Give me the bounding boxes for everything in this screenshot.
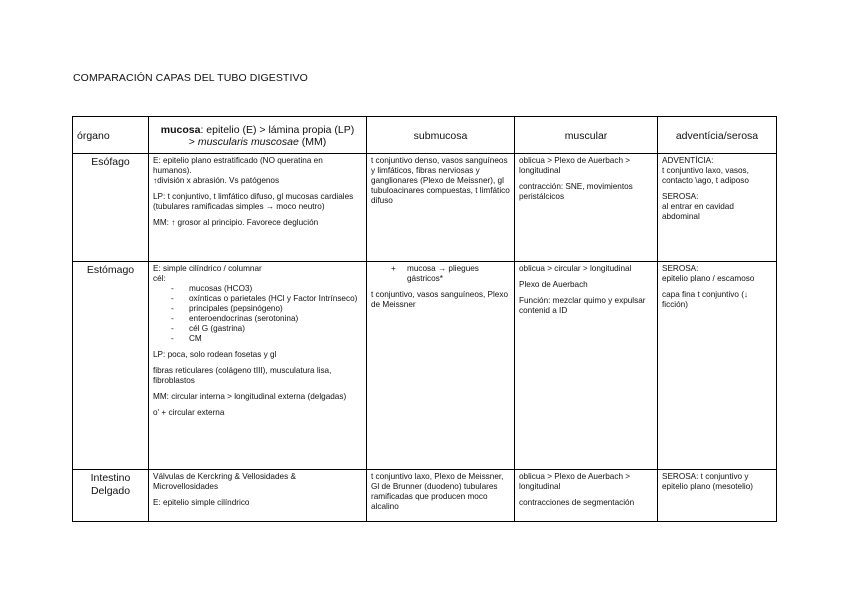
cell-esofago-submucosa <box>367 154 515 262</box>
cell-intestino-mucosa <box>149 470 367 522</box>
cell-intestino-submucosa <box>367 470 515 522</box>
list-item: - CM <box>171 334 362 344</box>
list-item: - principales (pepsinógeno) <box>171 304 362 314</box>
cell-esofago-mucosa <box>149 154 367 262</box>
esofago-mucosa-lp: LP: t conjuntivo, t limfático difuso, gl mucosas cardiales (tubulares ramificadas simples → moco neutro) <box>153 192 354 211</box>
cell-intestino-adventicia <box>658 470 777 522</box>
estomago-mucosa-lp: LP: poca, solo rodean fosetas y gl <box>153 350 277 359</box>
cell-estomago-mucosa <box>149 262 367 470</box>
header-adventicia: adventícia/serosa <box>658 117 777 154</box>
cell-esofago-muscular <box>515 154 658 262</box>
cell-estomago-muscular <box>515 262 658 470</box>
cell-estomago-submucosa <box>367 262 515 470</box>
intestino-mucosa-valvulas: Válvulas de Kerckring & Vellosidades & Microvellosidades <box>153 472 296 491</box>
header-mucosa <box>149 117 367 154</box>
estomago-muscular-funcion: Función: mezclar quimo y expulsar contenid a ID <box>519 296 646 315</box>
list-item: - cél G (gastrina) <box>171 324 362 334</box>
header-row <box>73 117 777 154</box>
esofago-submucosa-text: t conjuntivo denso, vasos sanguíneos y limfáticos, fibras nerviosas y ganglionares (Plexo de Meissner), gl tubuloacinares compuestas, t limfático difuso <box>371 156 510 205</box>
esofago-muscular-contraccion: contracción: SNE, movimientos peristálcicos <box>519 182 633 201</box>
estomago-submucosa-list <box>371 264 510 284</box>
estomago-mucosa-intro: E: simple cilíndrico / columnar cél: <box>153 264 262 283</box>
estomago-muscular-plexo: Plexo de Auerbach <box>519 280 588 289</box>
esofago-adventicia-text: ADVENTÍCIA: t conjuntivo laxo, vasos, contacto \ago, t adiposo <box>662 156 749 185</box>
header-mucosa-italic: muscularis muscosae <box>197 136 299 148</box>
row-estomago <box>73 262 777 470</box>
cell-estomago-adventicia <box>658 262 777 470</box>
cell-intestino-muscular <box>515 470 658 522</box>
intestino-muscular-layers: oblicua > Plexo de Auerbach > longitudinal <box>519 472 631 491</box>
intestino-muscular-contracciones: contracciones de segmentación <box>519 498 635 507</box>
header-muscular: muscular <box>515 117 658 154</box>
estomago-serosa-capa: capa fina t conjuntivo (↓ ficción) <box>662 290 749 309</box>
row-esofago <box>73 154 777 262</box>
estomago-submucosa-text: t conjuntivo, vasos sanguíneos, Plexo de Meissner <box>371 290 508 309</box>
list-item: - oxínticas o parietales (HCl y Factor Intrínseco) <box>171 294 362 304</box>
organ-intestino: Intestino Delgado <box>73 470 149 522</box>
estomago-mucosa-fibras: fibras reticulares (colágeno tIII), musculatura lisa, fibroblastos <box>153 366 332 385</box>
list-item: - mucosas (HCO3) <box>171 284 362 294</box>
header-organo: órgano <box>73 117 149 154</box>
estomago-mucosa-mm: MM: circular interna > longitudinal externa (delgadas) <box>153 392 347 401</box>
row-intestino <box>73 470 777 522</box>
header-mucosa-rest: : epitelio (E) > lámina propia (LP) <box>200 124 355 136</box>
list-item: - enteroendocrinas (serotonina) <box>171 314 362 324</box>
list-item: + mucosa → pliegues gástricos* <box>391 264 510 284</box>
header-mucosa-bold: mucosa <box>160 124 201 136</box>
comparison-table <box>72 116 777 522</box>
esofago-muscular-layers: oblicua > Plexo de Auerbach > longitudinal <box>519 156 631 175</box>
header-submucosa: submucosa <box>367 117 515 154</box>
esofago-serosa-text: SEROSA: al entrar en cavidad abdominal <box>662 192 734 221</box>
estomago-mucosa-extra: o' + circular externa <box>153 408 225 417</box>
intestino-serosa-text: SEROSA: t conjuntivo y epitelio plano (mesotelio) <box>662 472 754 491</box>
estomago-cell-types-list <box>153 284 362 344</box>
intestino-mucosa-epitelio: E: epitelio simple cilíndrico <box>153 498 250 507</box>
header-mucosa-prefix: > <box>188 136 198 148</box>
esofago-mucosa-epitelio: E: epitelio plano estratificado (NO queratina en humanos). ↑división x abrasión. Vs patógenos <box>153 156 323 185</box>
page-title: COMPARACIÓN CAPAS DEL TUBO DIGESTIVO <box>73 72 308 84</box>
cell-esofago-adventicia <box>658 154 777 262</box>
organ-esofago: Esófago <box>73 154 149 262</box>
estomago-muscular-layers: oblicua > circular > longitudinal <box>519 264 632 273</box>
intestino-submucosa-text: t conjuntivo laxo, Plexo de Meissner, Gl de Brunner (duodeno) tubulares ramificadas que producen moco alcalino <box>371 472 504 511</box>
esofago-mucosa-mm: MM: ↑ grosor al principio. Favorece deglución <box>153 218 319 227</box>
estomago-serosa-text: SEROSA: epitelio plano / escamoso <box>662 264 755 283</box>
header-mucosa-suffix: (MM) <box>298 136 327 148</box>
organ-estomago: Estómago <box>73 262 149 470</box>
